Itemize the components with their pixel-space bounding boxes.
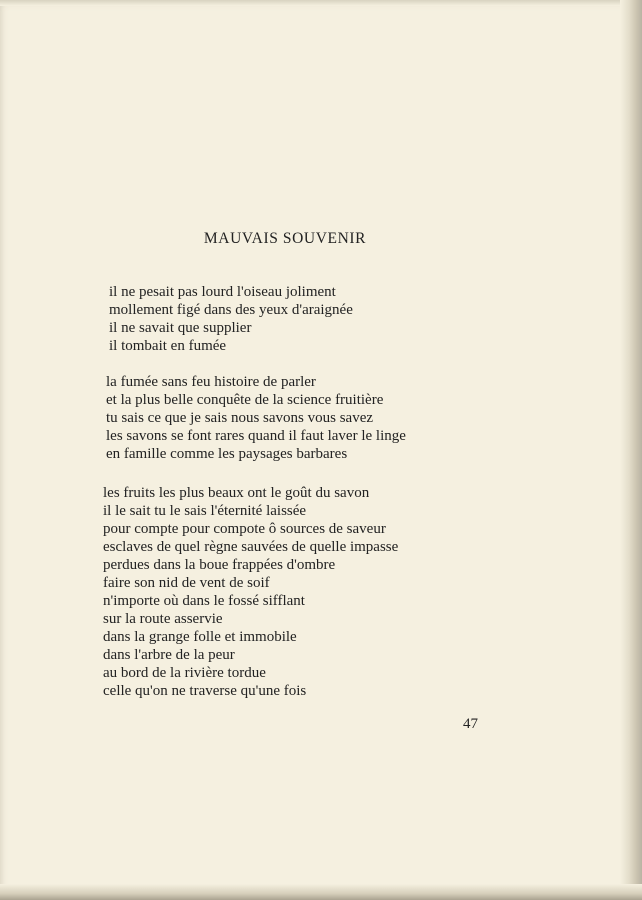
poem-line: tu sais ce que je sais nous savons vous savez: [106, 410, 374, 426]
poem-line: il ne savait que supplier: [109, 320, 252, 336]
poem-line: et la plus belle conquête de la science fruitière: [106, 392, 384, 408]
page-right-edge: [620, 0, 642, 900]
page-bottom-edge: [0, 884, 642, 900]
poem-line: il ne pesait pas lourd l'oiseau joliment: [109, 284, 336, 300]
poem-line: il tombait en fumée: [109, 338, 227, 354]
poem-line: il le sait tu le sais l'éternité laissée: [103, 503, 307, 519]
stanza-3: [103, 484, 398, 700]
poem-line: mollement figé dans des yeux d'araignée: [109, 302, 353, 318]
poem-line: pour compte pour compote ô sources de saveur: [103, 521, 386, 537]
page-number: 47: [463, 716, 478, 732]
poem-line: dans la grange folle et immobile: [103, 629, 297, 645]
poem-line: les fruits les plus beaux ont le goût du savon: [103, 485, 370, 501]
poem-line: n'importe où dans le fossé sifflant: [103, 593, 305, 609]
poem-line: perdues dans la boue frappées d'ombre: [103, 557, 336, 573]
poem-line: la fumée sans feu histoire de parler: [106, 374, 316, 390]
poem-line: dans l'arbre de la peur: [103, 647, 235, 663]
poem-line: les savons se font rares quand il faut laver le linge: [106, 428, 406, 444]
poem-line: esclaves de quel règne sauvées de quelle impasse: [103, 539, 399, 555]
poem-line: sur la route asservie: [103, 611, 223, 627]
stanza-2: [106, 373, 406, 463]
poem-title: MAUVAIS SOUVENIR: [203, 230, 367, 247]
page-top-edge: [0, 0, 642, 6]
stanza-1: [109, 283, 353, 355]
poem-line: celle qu'on ne traverse qu'une fois: [103, 683, 307, 699]
poem-line: faire son nid de vent de soif: [103, 575, 270, 591]
poem-line: au bord de la rivière tordue: [103, 665, 266, 681]
poem-line: en famille comme les paysages barbares: [106, 446, 348, 462]
